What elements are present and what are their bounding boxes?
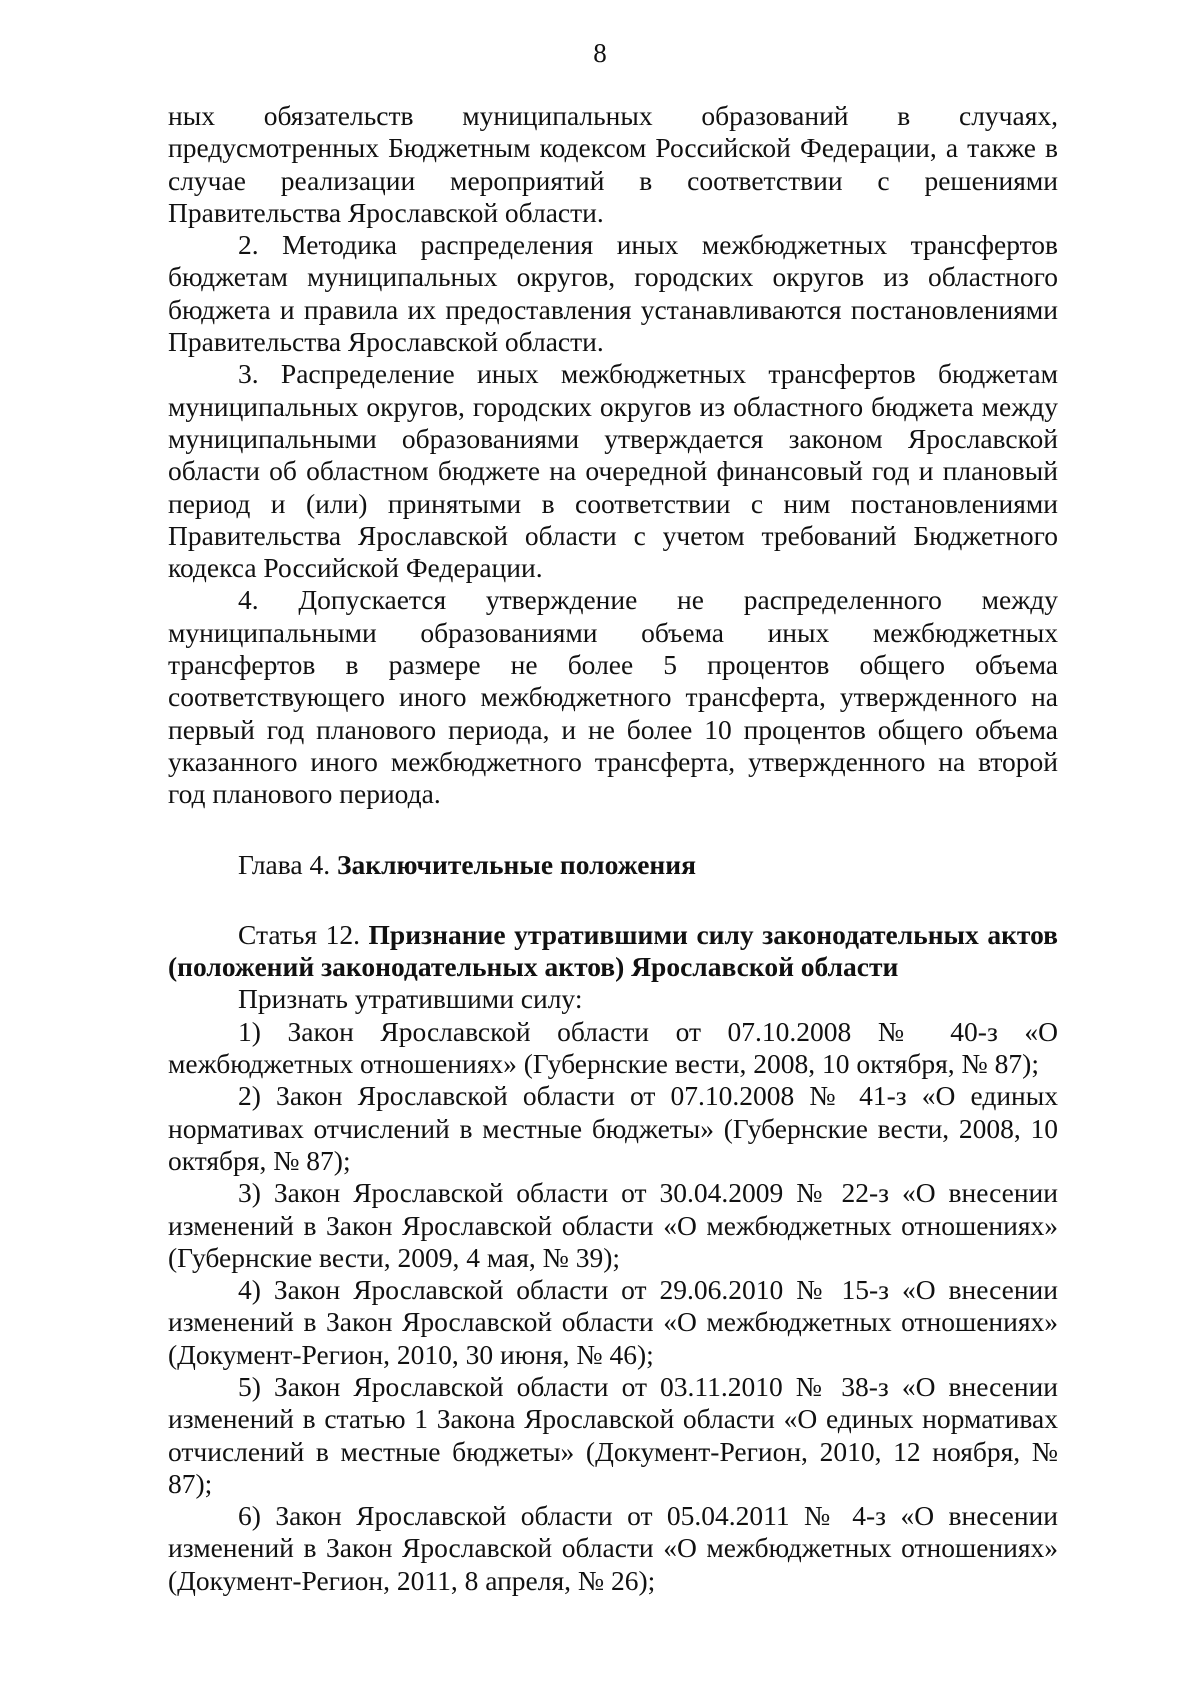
article-heading (168, 919, 1058, 984)
page-number: 8 (593, 38, 607, 68)
article-prefix: Статья 12. (238, 918, 369, 950)
list-item: 5) Закон Ярославской области от 03.11.2010 № 38-з «О внесении изменений в статью 1 Закона Ярославской области «О единых нормативах отчислений в местные бюджеты» (Документ-Регион, 2010, 12 ноября, № 87); (168, 1370, 1058, 1499)
chapter-heading (168, 849, 1058, 881)
document-body (168, 100, 1058, 1597)
list-item: 1) Закон Ярославской области от 07.10.2008 № 40-з «О межбюджетных отношениях» (Губернские вести, 2008, 10 октября, № 87); (168, 1015, 1058, 1080)
paragraph-item-4: 4. Допускается утверждение не распределенного между муниципальными образованиями объема иных межбюджетных трансфертов в размере не более 5 процентов общего объема соответствующего иного межбюджетного трансферта, утвержденного на первый год планового периода, и не более 10 процентов общего объема указанного иного межбюджетного трансферта, утвержденного на второй год планового периода. (168, 584, 1058, 810)
article-intro: Признать утратившими силу: (238, 983, 583, 1015)
list-item: 2) Закон Ярославской области от 07.10.2008 № 41-з «О единых нормативах отчислений в местные бюджеты» (Губернские вести, 2008, 10 октября, № 87); (168, 1080, 1058, 1176)
list-item: 6) Закон Ярославской области от 05.04.2011 № 4-з «О внесении изменений в Закон Ярославской области «О межбюджетных отношениях» (Документ-Регион, 2011, 8 апреля, № 26); (168, 1500, 1058, 1596)
article-title: Признание утратившими силу законодательных актов (положений законодательных актов) Ярославской области (168, 918, 1058, 983)
list-item: 4) Закон Ярославской области от 29.06.2010 № 15-з «О внесении изменений в Закон Ярославской области «О межбюджетных отношениях» (Документ-Регион, 2010, 30 июня, № 46); (168, 1274, 1058, 1370)
paragraph-item-2: 2. Методика распределения иных межбюджетных трансфертов бюджетам муниципальных округов, городских округов из областного бюджета и правила их предоставления устанавливаются постановлениями Правительства Ярославской области. (168, 229, 1058, 358)
paragraph-item-3: 3. Распределение иных межбюджетных трансфертов бюджетам муниципальных округов, городских округов из областного бюджета между муниципальными образованиями утверждается законом Ярославской области об областном бюджете на очередной финансовый год и плановый период и (или) принятыми в соответствии с ним постановлениями Правительства Ярославской области с учетом требований Бюджетного кодекса Российской Федерации. (168, 358, 1058, 584)
chapter-title: Заключительные положения (336, 848, 696, 880)
list-item: 3) Закон Ярославской области от 30.04.2009 № 22-з «О внесении изменений в Закон Ярославской области «О межбюджетных отношениях» (Губернские вести, 2009, 4 мая, № 39); (168, 1177, 1058, 1273)
chapter-prefix: Глава 4. (238, 848, 337, 880)
paragraph-continuation: ных обязательств муниципальных образований в случаях, предусмотренных Бюджетным кодексом Российской Федерации, а также в случае реализации мероприятий в соответствии с решениями Правительства Ярославской области. (168, 100, 1058, 228)
